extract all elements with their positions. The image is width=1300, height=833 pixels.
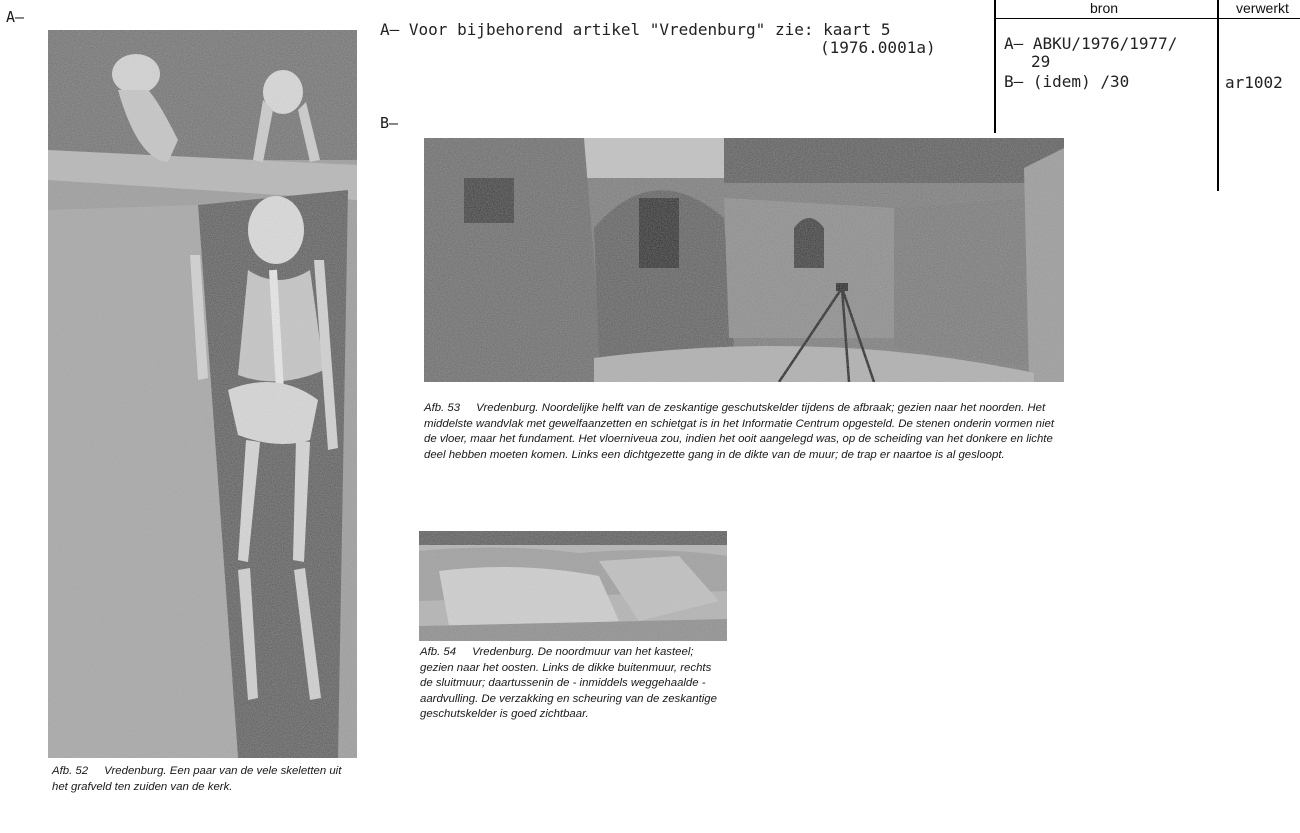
photo-gun-cellar <box>424 138 1064 382</box>
bron-entry-a-line1: A– ABKU/1976/1977/ <box>1004 34 1178 53</box>
table-divider-right <box>1217 0 1219 191</box>
header-reference-code: (1976.0001a) <box>820 38 936 57</box>
section-marker-b: B– <box>380 114 399 132</box>
caption-text-afb-53: Vredenburg. Noordelijke helft van de zeskantige geschutskelder tijdens de afbraak; gezien naar het noorden. Het middelste wandvlak met gewelfaanzetten en schietgat is in het Informatie Centrum opgesteld. De stenen onderin vormen niet de vloer, maar het fundament. Het vloerniveua zou, indien het ooit aangelegd was, op de scheiding van het donkere en lichte deel hebben moeten komen. Links een dichtgezette gang in de dikte van de muur; de trap er naartoe is al gesloopt. <box>424 402 1055 461</box>
verwerkt-entry-b: ar1002 <box>1225 73 1283 92</box>
caption-label-afb-52: Afb. 52 <box>52 765 89 777</box>
caption-label-afb-54: Afb. 54 <box>420 646 457 658</box>
table-rule-top <box>994 18 1300 19</box>
column-header-verwerkt: verwerkt <box>1236 0 1289 16</box>
caption-text-afb-54: Vredenburg. De noordmuur van het kasteel; gezien naar het oosten. Links de dikke buitenmuur, rechts de sluitmuur; daartussenin de - inmiddels weggehaalde - aardvulling. De verzakking en scheuring van de zeskantige geschutskelder is goed zichtbaar. <box>420 646 717 720</box>
caption-label-afb-53: Afb. 53 <box>424 402 461 414</box>
bron-entry-a-line2: 29 <box>1031 52 1051 71</box>
caption-afb-53 <box>424 401 1066 463</box>
photo-north-wall <box>419 531 727 641</box>
caption-text-afb-52: Vredenburg. Een paar van de vele skeletten uit het grafveld ten zuiden van de kerk. <box>52 765 342 793</box>
caption-afb-54 <box>420 645 726 723</box>
section-marker-a: A– <box>6 8 25 26</box>
bron-entry-b: B– (idem) /30 <box>1004 72 1130 91</box>
caption-afb-52 <box>52 764 358 795</box>
column-header-bron: bron <box>1090 0 1119 16</box>
photo-skeletons <box>48 30 357 758</box>
header-reference-line: A– Voor bijbehorend artikel "Vredenburg" zie: kaart 5 <box>380 20 891 39</box>
table-divider-left <box>994 0 996 133</box>
